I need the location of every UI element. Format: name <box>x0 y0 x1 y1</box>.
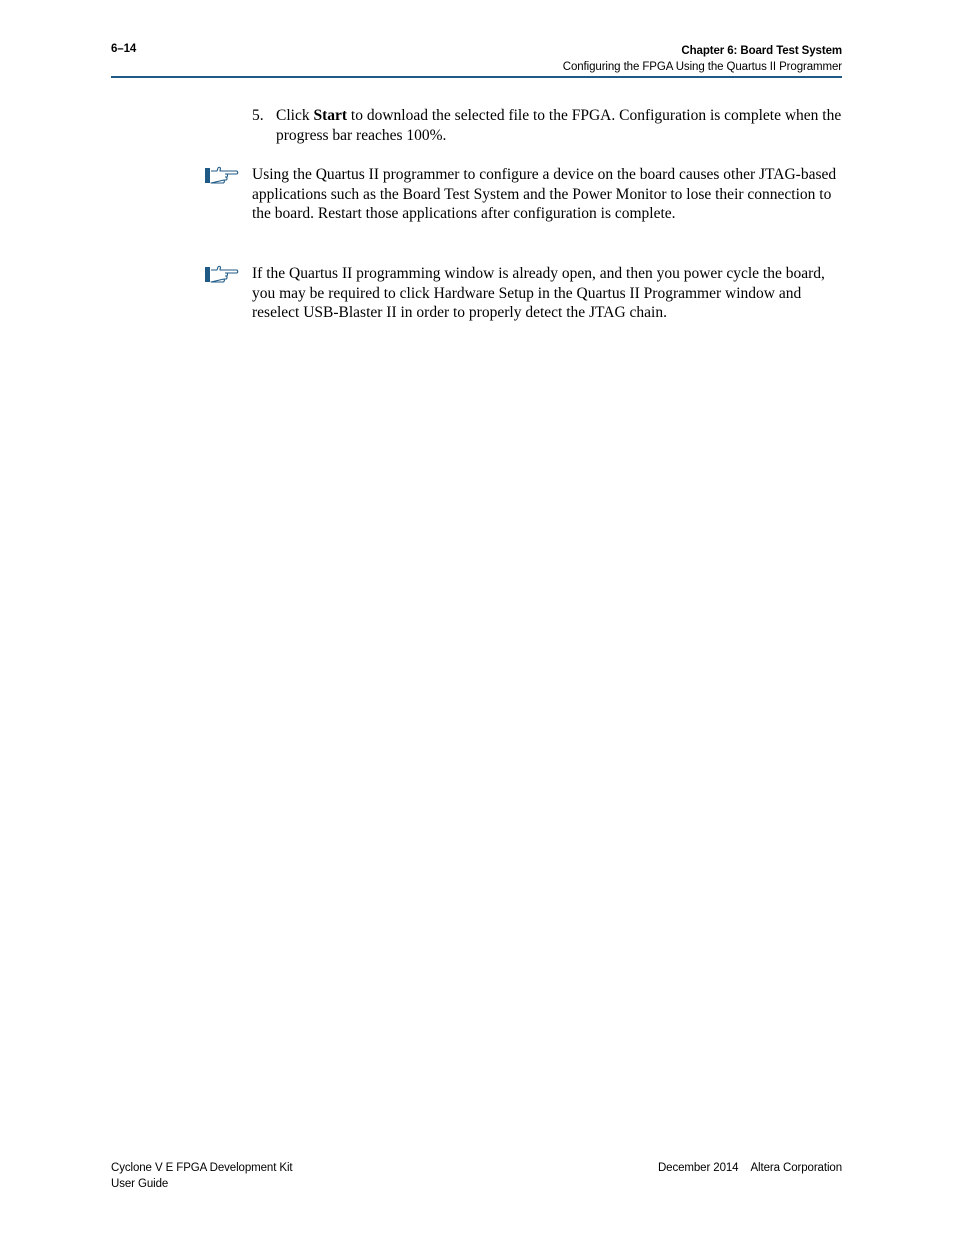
step-text <box>276 106 842 145</box>
footer-company: Altera Corporation <box>750 1162 842 1174</box>
start-keyword: Start <box>313 107 348 124</box>
note-block <box>205 264 845 323</box>
pointing-hand-icon <box>205 166 239 184</box>
step-item <box>252 106 842 145</box>
note-text: Using the Quartus II programmer to configure a device on the board causes other JTAG-based applications such as the Board Test System and the Power Monitor to lose their connection to the board. Restart those applications after configuration is complete. <box>252 166 837 223</box>
step-text-after: to download the selected file to the FPGA. Configuration is complete when the progress bar reaches 100%. <box>276 107 842 144</box>
footer-date: December 2014 <box>657 1162 739 1174</box>
footer-document-title <box>111 1160 293 1192</box>
footer-title-line2: User Guide <box>111 1178 169 1190</box>
running-header <box>563 43 842 75</box>
note-block <box>205 165 845 224</box>
step-number: 5. <box>252 107 264 124</box>
pointing-hand-icon <box>205 265 239 283</box>
header-rule <box>111 76 842 78</box>
footer-title-line1: Cyclone V E FPGA Development Kit <box>111 1162 293 1174</box>
section-title: Configuring the FPGA Using the Quartus II Programmer <box>562 61 842 73</box>
note-text: If the Quartus II programming window is already open, and then you power cycle the board, you may be required to click Hardware Setup in the Quartus II Programmer window and reselect USB-Blaster II in order to properly detect the JTAG chain. <box>252 265 825 322</box>
footer-publication-info <box>658 1160 842 1176</box>
chapter-title: Chapter 6: Board Test System <box>681 45 842 57</box>
step-text-before: Click <box>276 107 314 124</box>
page-number: 6–14 <box>111 43 137 55</box>
